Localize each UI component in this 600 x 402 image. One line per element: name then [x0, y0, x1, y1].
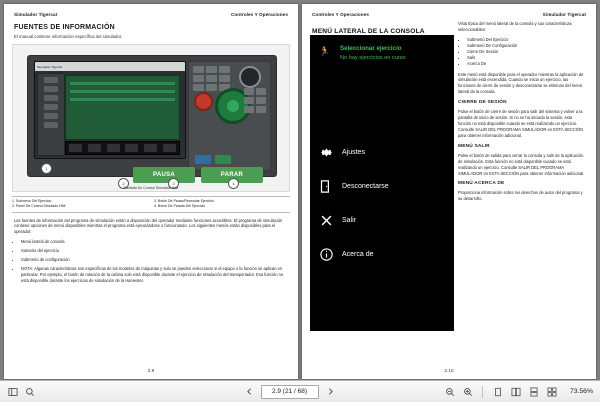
hmi-right-keys — [244, 88, 266, 113]
hmi-emergency-stop-button — [194, 92, 213, 111]
hmi-screen — [34, 61, 186, 159]
hmi-green-button — [215, 155, 231, 164]
list-item: • Submenú Del Ejercicio — [467, 37, 586, 43]
header-right-text: Controles Y Operaciones — [230, 12, 288, 17]
menu-item-salir[interactable] — [310, 203, 454, 237]
info-circle-icon — [318, 246, 334, 262]
page-number-left: 2.9 — [147, 368, 155, 373]
logout-door-icon — [318, 178, 334, 194]
header-right-text: Simulador Tigercat — [542, 12, 586, 17]
callout-3: 3 — [168, 178, 179, 189]
thumbnail-view-icon[interactable] — [545, 385, 558, 398]
hmi-console — [27, 55, 277, 177]
section-heading: CIERRE DE SESIÓN — [458, 100, 507, 106]
list-item: • Salir — [467, 55, 586, 61]
body-paragraph: Este menú está disponible para el operador mientras la aplicación de simulación está encendida. Cuando se inicia un ejercicio, las funciones de cierre de sesión y desconectarse se eliminan del menú lateral de la consola. — [458, 71, 584, 95]
list-item: • Submenú De Configuración — [467, 43, 586, 49]
document-page-right[interactable] — [302, 4, 596, 379]
hmi-screen-title: Simulador Tigercat — [35, 62, 185, 71]
section-text: Proporciona información sobre los derechos de autor del programa y su desarrollo. — [458, 190, 583, 202]
menu-item-desconectarse[interactable] — [310, 169, 454, 203]
menu-selected-exercise[interactable] — [310, 35, 454, 73]
zoom-out-icon[interactable] — [443, 385, 456, 398]
page-title: FUENTES DE INFORMACIÓN — [14, 24, 115, 31]
intro-list — [467, 37, 586, 68]
viewer-toolbar — [0, 380, 600, 402]
toolbar-center-group — [136, 385, 443, 399]
legend-item: 2. Panel De Control Simulado HMI — [12, 204, 66, 209]
toolbar-divider — [482, 386, 483, 398]
console-side-menu — [310, 35, 454, 331]
list-item: • Submenú de configuración — [21, 257, 288, 263]
previous-page-icon[interactable] — [243, 385, 256, 398]
list-item: • Menú lateral de consola — [21, 239, 288, 245]
section-text: Pulse el botón de cierre de sesión para salir del sistema y volver a la pantalla de inicio de sesión. Si no se ha iniciado la sesión, esta función no está disponible cuando se está realizando un ejercicio. Consulte SALIR DEL PROGRAMA SIMULADOR en ESTA SECCIÓN para obtener información adicional. — [458, 109, 584, 138]
zoom-in-icon[interactable] — [461, 385, 474, 398]
right-text-column — [454, 21, 596, 331]
menu-item-ajustes[interactable] — [310, 135, 454, 169]
close-x-icon — [318, 212, 334, 228]
facing-page-view-icon[interactable] — [509, 385, 522, 398]
figure-legend — [12, 196, 290, 213]
figure-control-buttons — [133, 167, 263, 183]
search-icon[interactable] — [23, 385, 36, 398]
legend-item: 1. Submenú Del Ejercicio — [12, 199, 52, 203]
person-running-icon: 🏃 — [319, 46, 331, 56]
hmi-screen-main-area — [65, 75, 180, 140]
callout-4: 4 — [228, 178, 239, 189]
right-body-text — [458, 21, 586, 202]
header-left-text: Controles Y Operaciones — [312, 12, 370, 17]
menu-item-acerca-de[interactable] — [310, 237, 454, 271]
page-header — [302, 4, 596, 17]
page-container — [4, 4, 596, 379]
toolbar-left-group — [0, 385, 136, 398]
list-item: • Sumario del ejercicio — [21, 248, 288, 254]
hmi-keypad-panel — [188, 61, 271, 171]
section-text: Pulse el botón de salida para cerrar la consola y salir de la aplicación de simulación. Esta función no está disponible cuando se está realizando un ejercicio. Consulte SALIR DEL PROGRAMA SIMULADOR en ESTA SECCIÓN para obtener información adicional. — [458, 152, 585, 176]
menu-item-label: Ajustes — [342, 148, 365, 156]
page-number-input[interactable]: 2.9 (21 / 68) — [261, 385, 319, 399]
body-paragraph: Las fuentes de información del programa de simulación están a disposición del operador mediante funciones accesibles. El programa de simulación contiene opciones de menú disponibles mientras el programa está ejecutándose o funcionando. Los siguientes menús están disponibles para el operador: — [14, 217, 283, 235]
list-item: • NOTA: Algunas características son específicas de los modelos de máquinas y solo se pueden seleccionar si el equipo o la función se aplican en particular. Por ejemplo, el botón de rotación de la cabina solo está disponible durante el ejercicio de simulación del transportador. Esa función no está disponible durante los ejercicios de simulación de la Harvester. — [21, 266, 288, 284]
zoom-level-label[interactable]: 73.56% — [569, 388, 593, 395]
left-body-text — [14, 218, 288, 284]
menu-selected-sub: No hay ejercicios en curso — [340, 55, 406, 61]
right-columns — [302, 21, 596, 331]
single-page-view-icon[interactable] — [491, 385, 504, 398]
list-item: • Acerca De — [467, 61, 586, 67]
legend-item: 4. Botón De Parada Del Ejercicio — [154, 204, 206, 209]
toolbar-right-group — [443, 385, 600, 398]
callout-1: 1 — [41, 163, 52, 174]
page-header — [4, 4, 298, 17]
body-paragraph: Vista típica del menú lateral de la consola y sus características seleccionables: — [458, 21, 572, 32]
hmi-screen-body — [35, 71, 185, 158]
page-number-right: 2.10 — [444, 368, 454, 373]
sidebar-toggle-icon[interactable] — [6, 385, 19, 398]
menu-item-label: Salir — [342, 216, 357, 224]
menu-selected-title: Seleccionar ejercicio — [340, 45, 402, 52]
legend-item: 3. Botón De Pausa/Reanudar Ejercicio — [154, 199, 214, 203]
hmi-screen-toolbar — [65, 141, 180, 155]
hmi-rotary-knob — [239, 66, 261, 88]
hmi-blue-button — [195, 155, 211, 164]
section-heading: MENÚ ACERCA DE — [458, 181, 505, 187]
parar-button: PARAR — [201, 167, 263, 183]
document-page-left[interactable] — [4, 4, 298, 379]
pausa-button: PAUSA — [133, 167, 195, 183]
menu-item-label: Desconectarse — [342, 182, 389, 190]
page-title: MENÚ LATERAL DE LA CONSOLA — [312, 28, 425, 35]
list-item: • Cierre De Sesión — [467, 49, 586, 55]
hmi-screen-sidebar — [37, 73, 65, 156]
left-bullet-list — [21, 239, 288, 284]
page-subtitle: El manual contiene información específica del simulador. — [14, 34, 123, 39]
figure-caption: Pantalla De Control Simulado HMI — [123, 186, 179, 190]
scrolling-view-icon[interactable] — [527, 385, 540, 398]
figure-hmi — [12, 44, 290, 192]
menu-item-label: Acerca de — [342, 250, 374, 258]
right-left-column — [302, 21, 454, 331]
next-page-icon[interactable] — [324, 385, 337, 398]
hmi-keypad — [193, 66, 233, 91]
section-heading: MENÚ SALIR — [458, 143, 490, 149]
header-left-text: Simulador Tigercat — [14, 12, 58, 17]
gear-icon — [318, 144, 334, 160]
callout-2: 2 — [118, 178, 129, 189]
